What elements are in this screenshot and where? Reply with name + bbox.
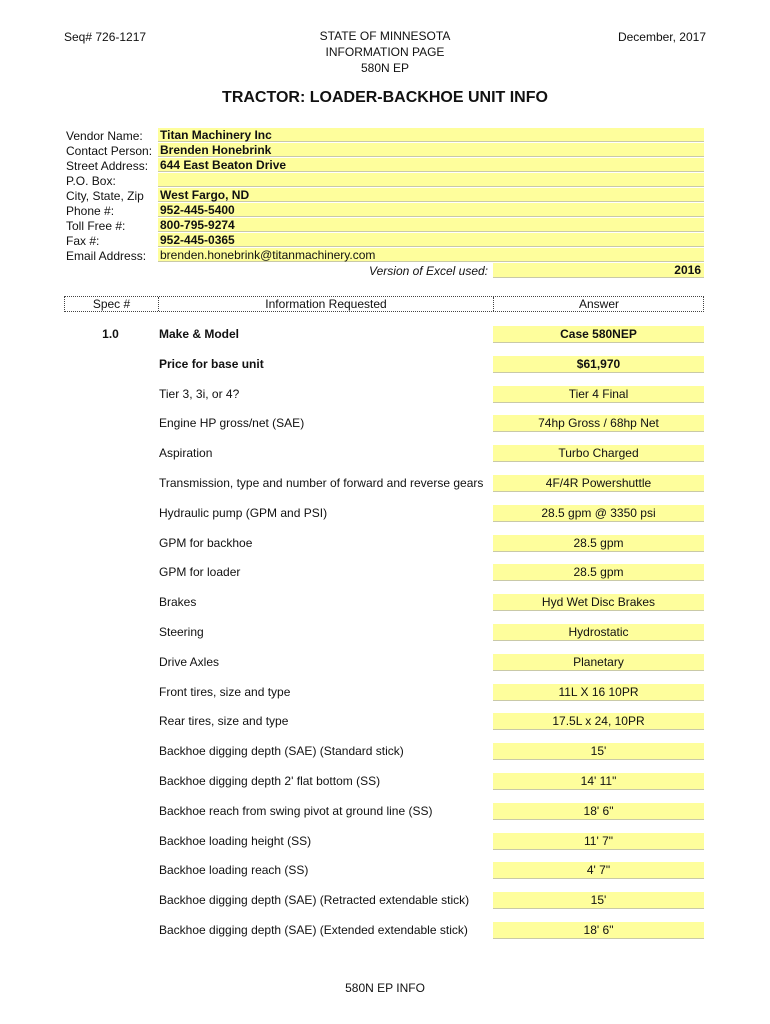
table-row bbox=[64, 684, 704, 702]
vendor-label: Fax #: bbox=[66, 234, 100, 248]
table-row bbox=[64, 713, 704, 731]
vendor-label: Email Address: bbox=[66, 249, 147, 263]
info-requested: GPM for backhoe bbox=[159, 536, 253, 550]
table-row bbox=[64, 892, 704, 910]
answer-field: Hyd Wet Disc Brakes bbox=[493, 594, 704, 611]
info-line: INFORMATION PAGE bbox=[325, 45, 445, 59]
info-requested: Backhoe loading reach (SS) bbox=[159, 863, 309, 877]
city-state-zip-field: West Fargo, ND bbox=[158, 188, 704, 202]
answer-field: Hydrostatic bbox=[493, 624, 704, 641]
answer-field: 28.5 gpm @ 3350 psi bbox=[493, 505, 704, 522]
info-requested: GPM for loader bbox=[159, 565, 241, 579]
answer-field: 11' 7" bbox=[493, 833, 704, 850]
answer-field: 15' bbox=[493, 743, 704, 760]
info-column-header: Information Requested bbox=[265, 297, 387, 311]
table-row bbox=[64, 505, 704, 523]
table-row bbox=[64, 564, 704, 582]
document-date: December, 2017 bbox=[617, 30, 706, 44]
vendor-label: Vendor Name: bbox=[66, 129, 143, 143]
answer-field: 28.5 gpm bbox=[493, 564, 704, 581]
email-field: brenden.honebrink@titanmachinery.com bbox=[158, 248, 704, 262]
info-requested: Backhoe loading height (SS) bbox=[159, 834, 312, 848]
phone-field: 952-445-5400 bbox=[158, 203, 704, 217]
info-requested: Engine HP gross/net (SAE) bbox=[159, 416, 305, 430]
table-row bbox=[64, 624, 704, 642]
info-requested: Price for base unit bbox=[159, 357, 264, 371]
info-requested: Backhoe reach from swing pivot at ground line (SS) bbox=[159, 804, 433, 818]
info-requested: Transmission, type and number of forward and reverse gears bbox=[159, 476, 484, 490]
answer-field: 18' 6" bbox=[493, 922, 704, 939]
answer-field: 14' 11" bbox=[493, 773, 704, 790]
info-requested: Backhoe digging depth (SAE) (Extended extendable stick) bbox=[159, 923, 468, 937]
po-box-field bbox=[158, 173, 704, 187]
answer-column-header: Answer bbox=[493, 297, 704, 311]
answer-field: $61,970 bbox=[493, 356, 704, 373]
answer-field: Tier 4 Final bbox=[493, 386, 704, 403]
vendor-name-field: Titan Machinery Inc bbox=[158, 128, 704, 142]
vendor-label: Street Address: bbox=[66, 159, 149, 173]
info-requested: Brakes bbox=[159, 595, 197, 609]
vendor-label: P.O. Box: bbox=[66, 174, 116, 188]
table-row bbox=[64, 654, 704, 672]
answer-field: 4' 7" bbox=[493, 862, 704, 879]
answer-field: Turbo Charged bbox=[493, 445, 704, 462]
answer-field: 17.5L x 24, 10PR bbox=[493, 713, 704, 730]
answer-field: 11L X 16 10PR bbox=[493, 684, 704, 701]
excel-version-field: 2016 bbox=[493, 263, 704, 278]
spec-number: 1.0 bbox=[102, 327, 119, 341]
info-requested: Rear tires, size and type bbox=[159, 714, 289, 728]
info-requested: Front tires, size and type bbox=[159, 685, 291, 699]
answer-field: 74hp Gross / 68hp Net bbox=[493, 415, 704, 432]
answer-field: 15' bbox=[493, 892, 704, 909]
vendor-label: City, State, Zip bbox=[66, 189, 144, 203]
info-requested: Backhoe digging depth 2' flat bottom (SS) bbox=[159, 774, 381, 788]
toll-free-field: 800-795-9274 bbox=[158, 218, 704, 232]
page-title: TRACTOR: LOADER-BACKHOE UNIT INFO bbox=[222, 89, 548, 106]
table-row bbox=[64, 862, 704, 880]
info-requested: Backhoe digging depth (SAE) (Retracted extendable stick) bbox=[159, 893, 470, 907]
info-requested: Steering bbox=[159, 625, 204, 639]
table-row bbox=[64, 535, 704, 553]
excel-version-label: Version of Excel used: bbox=[369, 264, 488, 278]
answer-field: 28.5 gpm bbox=[493, 535, 704, 552]
table-row bbox=[64, 475, 704, 493]
table-row bbox=[64, 356, 704, 374]
info-requested: Tier 3, 3i, or 4? bbox=[159, 387, 240, 401]
vendor-label: Contact Person: bbox=[66, 144, 153, 158]
table-row bbox=[64, 594, 704, 612]
table-row bbox=[64, 803, 704, 821]
seq-number: Seq# 726-1217 bbox=[64, 30, 147, 44]
table-row bbox=[64, 386, 704, 404]
table-row bbox=[64, 922, 704, 940]
table-row bbox=[64, 773, 704, 791]
model-line: 580N EP bbox=[360, 61, 410, 75]
table-row bbox=[64, 743, 704, 761]
page-footer: 580N EP INFO bbox=[345, 981, 425, 995]
state-line: STATE OF MINNESOTA bbox=[319, 29, 451, 43]
answer-field: Case 580NEP bbox=[493, 326, 704, 343]
vendor-label: Phone #: bbox=[66, 204, 115, 218]
vendor-label: Toll Free #: bbox=[66, 219, 126, 233]
table-row bbox=[64, 833, 704, 851]
fax-field: 952-445-0365 bbox=[158, 233, 704, 247]
info-requested: Hydraulic pump (GPM and PSI) bbox=[159, 506, 328, 520]
table-row bbox=[64, 445, 704, 463]
answer-field: 18' 6" bbox=[493, 803, 704, 820]
street-address-field: 644 East Beaton Drive bbox=[158, 158, 704, 172]
spec-column-header: Spec # bbox=[65, 297, 159, 311]
table-row bbox=[64, 326, 704, 344]
contact-person-field: Brenden Honebrink bbox=[158, 143, 704, 157]
info-requested: Backhoe digging depth (SAE) (Standard stick) bbox=[159, 744, 404, 758]
spec-table-header bbox=[64, 296, 704, 312]
table-row bbox=[64, 415, 704, 433]
answer-field: Planetary bbox=[493, 654, 704, 671]
info-requested: Make & Model bbox=[159, 327, 240, 341]
info-requested: Drive Axles bbox=[159, 655, 220, 669]
info-requested: Aspiration bbox=[159, 446, 213, 460]
answer-field: 4F/4R Powershuttle bbox=[493, 475, 704, 492]
